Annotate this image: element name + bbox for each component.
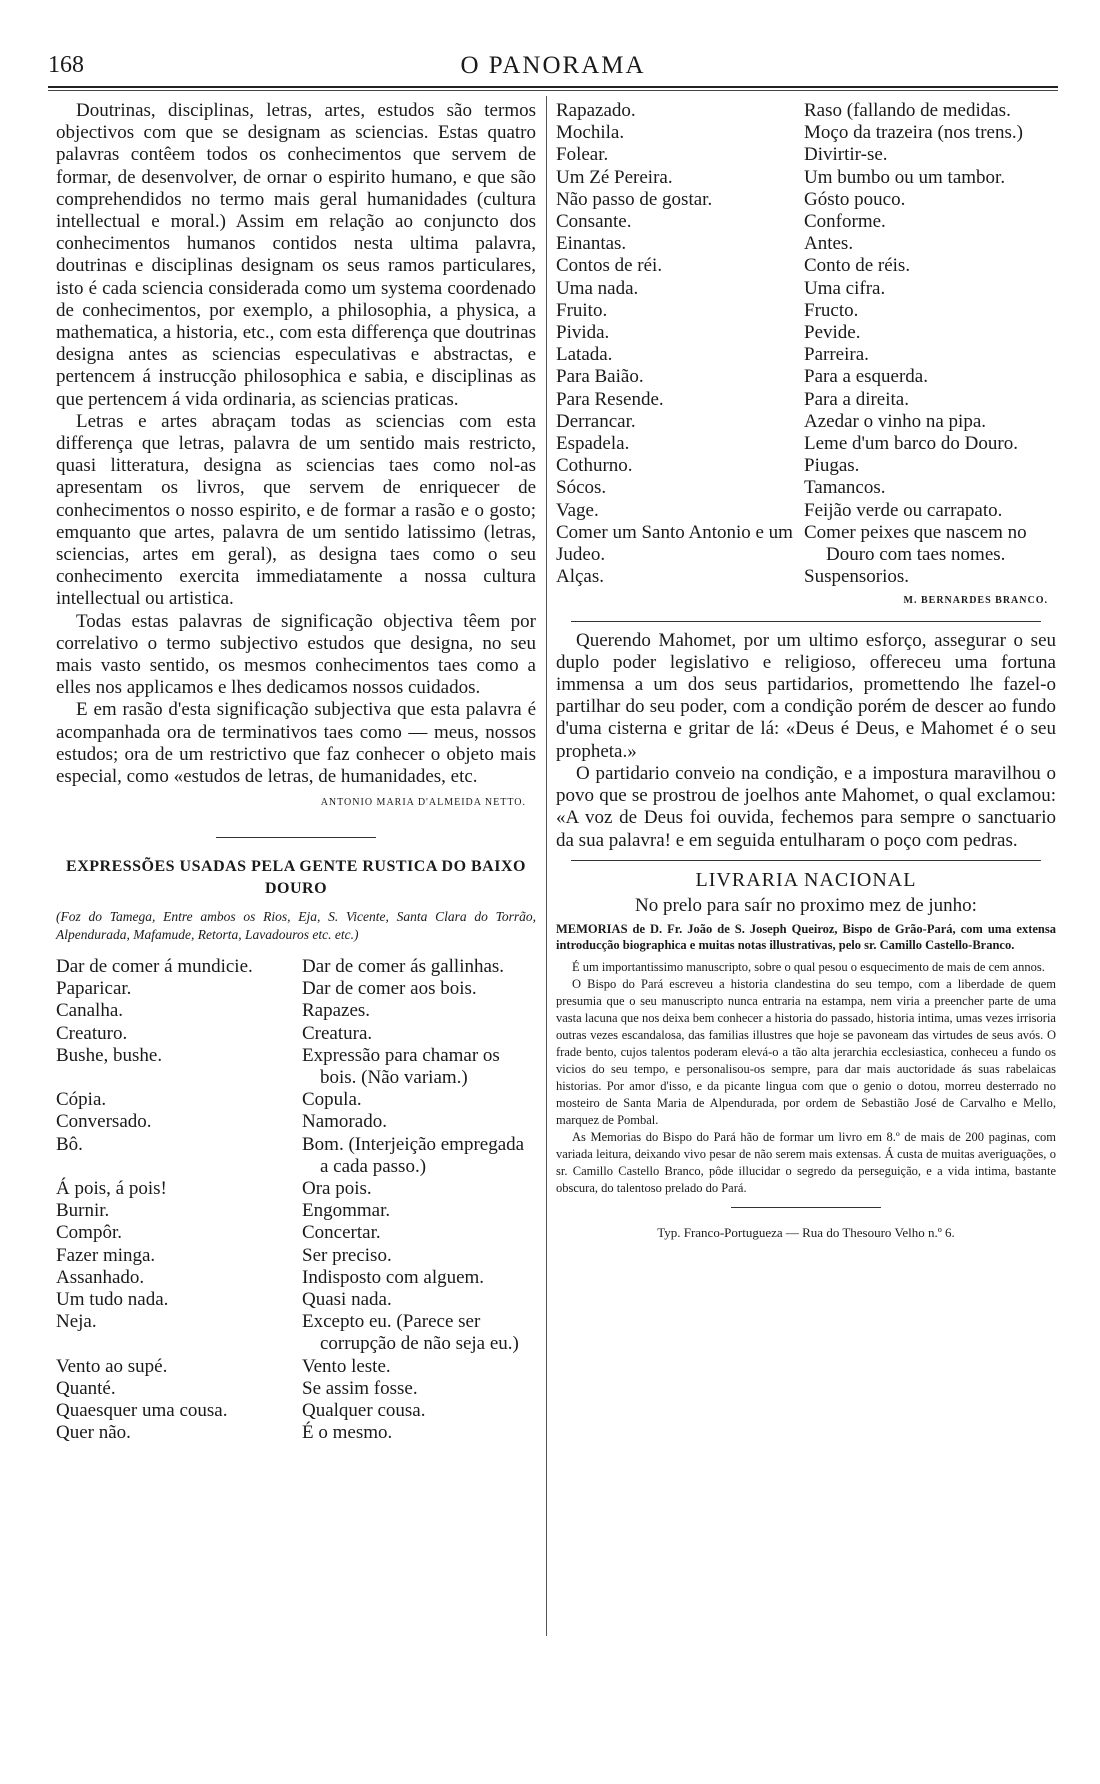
expression-meaning: Conto de réis. [804, 255, 911, 277]
expressions-list [56, 956, 536, 1444]
expression-meaning: Ora pois. [302, 1177, 372, 1199]
article-signature: ANTONIO MARIA D'ALMEIDA NETTO. [320, 797, 526, 809]
rustic-expression: Canalha. [56, 1000, 124, 1022]
expression-meaning: Engommar. [302, 1200, 391, 1222]
expression-meaning: Azedar o vinho na pipa. [804, 410, 987, 432]
expression-meaning: Excepto eu. (Parece ser corrupção de não seja eu.) [302, 1311, 519, 1355]
paragraph: Doutrinas, disciplinas, letras, artes, estudos são termos objectivos com que se designam as sciencias. Estas quatro palavras contêem todos os conhecimentos que servem de formar, de desenvolver, de ornar o espirito humano, e que são comprehendidos no termo mais geral humanidades (cultura intellectual e moral.) Assim em relação ao conjuncto dos conhecimentos humanos contidos nesta ultima palavra, doutrinas e disciplinas designam os seus ramos particulares, isto é cada sciencia considerada como um systema coordenado de conhecimentos, por exemplo, a philosophia, a physica, a mathematica, a historia, etc., com esta differença que doutrinas designa antes as sciencias especulativas e abstractas, e pertencem á instrucção philosophica e sabia, e disciplinas as que pertencem á vida ordinaria, as sciencias praticas. [56, 100, 536, 410]
glossary-signature: M. BERNARDES BRANCO. [903, 595, 1048, 607]
rustic-expression: Creaturo. [56, 1022, 128, 1044]
rustic-expression: Derrancar. [556, 410, 636, 432]
expression-meaning: Gósto pouco. [804, 188, 906, 210]
expression-meaning: Dar de comer ás gallinhas. [302, 955, 505, 977]
bookshop-title: LIVRARIA NACIONAL [695, 868, 917, 891]
rustic-expression: Bushe, bushe. [56, 1044, 163, 1066]
expression-meaning: Parreira. [804, 344, 869, 366]
expression-meaning: Divirtir-se. [804, 144, 888, 166]
expression-meaning: Um bumbo ou um tambor. [804, 166, 1006, 188]
expression-meaning: Concertar. [302, 1222, 381, 1244]
expression-meaning: Feijão verde ou carrapato. [804, 499, 1003, 521]
book-description [556, 959, 1056, 1197]
expression-meaning: Creatura. [302, 1022, 373, 1044]
expression-meaning: Piugas. [804, 455, 860, 477]
paragraph: Todas estas palavras de significação objectiva têem por correlativo o termo subjectivo estudos que designa, no seu mais vasto sentido, os mesmos conhecimentos taes como a elles nos applicamos e lhes dedicamos nossos cuidados. [56, 610, 536, 699]
paragraph: O Bispo do Pará escreveu a historia clandestina do seu tempo, com a liberdade de quem presumia que o seu manuscripto nunca entraria na estampa, nem viria a preencher parte de uma vasta lacuna que nos deixa bem conhecer a historia do passado, historia intima, umas vezes irrisoria outras vezes escandalosa, das familias illustres que hoje se pavoneam das virtudes de seus avós. O frade bento, cujos talentos poderam elevá-o a tão alta jerarchia ecclesiastica, conheceu a fundo os vicios do seu tempo, e personalisou-os sempre, para dar mais auctoridade ás suas rabelaicas historias. Por amor d'isso, e da picante lingua com que o genio o dotou, morreu desterrado no mosteiro de Santa Maria de Alpendurada, por ordem de Sebastião José de Carvalho e Mello, marquez de Pombal. [556, 977, 1056, 1128]
rustic-expression: Espadela. [556, 433, 630, 455]
expression-meaning: Dar de comer aos bois. [302, 978, 477, 1000]
page-header [48, 52, 1058, 88]
column-divider [546, 96, 547, 1636]
paragraph: As Memorias do Bispo do Pará hão de formar um livro em 8.º de mais de 200 paginas, com variada leitura, deixando vivo pesar de não serem mais extensas. Á custa de muitas averiguações, o sr. Camillo Castello Branco, pôde illucidar o segredo da perseguição, e a vida intima, bastante obscura, do talentoso prelado do Pará. [556, 1130, 1056, 1196]
rustic-expression: Assanhado. [56, 1266, 145, 1288]
typography-note: Typ. Franco-Portugueza — Rua do Thesouro Velho n.º 6. [657, 1225, 955, 1241]
paragraph: E em rasão d'esta significação subjectiva que esta palavra é acompanhada ora de terminativos taes como — meus, nossos estudos; ora de um restrictivo que faz conhecer o objeto mais especial, como «estudos de letras, de humanidades, etc. [56, 699, 536, 788]
rustic-expression: Quanté. [56, 1377, 116, 1399]
article-doutrinas [56, 100, 536, 788]
expression-meaning: Para a direita. [804, 388, 909, 410]
book-heading: MEMORIAS de D. Fr. João de S. Joseph Queiroz, Bispo de Grão-Pará, com uma extensa introducção biographica e muitas notas illustrativas, pelo sr. Camillo Castello-Branco. [556, 922, 1056, 953]
rustic-expression: Dar de comer á mundicie. [56, 955, 253, 977]
rustic-expression: Quaesquer uma cousa. [56, 1399, 228, 1421]
paragraph: Letras e artes abraçam todas as sciencias com esta differença que letras, palavra de um sentido mais restricto, quasi litteratura, designa as sciencias taes como nol-as apresentam os livros, que servem de enriquecer de conhecimentos o nosso espirito, e de formar a rasão e o gosto; emquanto que artes, palavra de um sentido latissimo (letras, sciencias, artes em geral), as designa taes como o seu conhecimento exercita immediatamente a nossa cultura intellectual ou artistica. [56, 410, 536, 610]
expression-meaning: Uma cifra. [804, 277, 886, 299]
rustic-expression: Contos de réi. [556, 255, 663, 277]
expression-meaning: É o mesmo. [302, 1422, 393, 1444]
rustic-expression: Mochila. [556, 122, 625, 144]
section-divider [571, 621, 1041, 622]
expression-meaning: Para a esquerda. [804, 366, 928, 388]
paragraph: É um importantissimo manuscripto, sobre o qual pesou o esquecimento de mais de cem annos. [572, 960, 1045, 975]
expression-meaning: Namorado. [302, 1111, 387, 1133]
rustic-expression: Pivida. [556, 322, 610, 344]
rustic-expression: Vento ao supé. [56, 1355, 168, 1377]
rustic-expression: Um tudo nada. [56, 1288, 169, 1310]
section-divider [731, 1207, 881, 1208]
rustic-expression: Conversado. [56, 1111, 152, 1133]
rustic-expression: Fazer minga. [56, 1244, 156, 1266]
rustic-expression: Quer não. [56, 1422, 131, 1444]
expression-meaning: Expressão para chamar os bois. (Não variam.) [302, 1044, 500, 1088]
expression-meaning: Leme d'um barco do Douro. [804, 433, 1018, 455]
rustic-expression: Vage. [556, 499, 599, 521]
expression-meaning: Fructo. [804, 299, 859, 321]
rustic-expression: Cothurno. [556, 455, 633, 477]
section-title: EXPRESSÕES USADAS PELA GENTE RUSTICA DO BAIXO DOURO [66, 857, 526, 897]
rustic-expression: Comer um Santo Antonio e um Judeo. [556, 521, 793, 566]
expression-meaning: Rapazes. [302, 1000, 371, 1022]
rustic-expression: Rapazado. [556, 100, 636, 121]
section-divider [571, 860, 1041, 861]
rustic-expression: Neja. [56, 1311, 97, 1333]
expression-meaning: Ser preciso. [302, 1244, 392, 1266]
rustic-expression: Para Baião. [556, 366, 644, 388]
article-mahomet [556, 630, 1056, 852]
expression-meaning: Suspensorios. [804, 566, 910, 588]
rustic-expression: Burnir. [56, 1200, 110, 1222]
rustic-expression: Folear. [556, 144, 609, 166]
expression-meaning: Conforme. [804, 211, 886, 233]
expression-meaning: Copula. [302, 1089, 362, 1111]
right-column [556, 100, 1056, 1244]
rustic-expression: Para Resende. [556, 388, 664, 410]
rustic-expression: Um Zé Pereira. [556, 166, 673, 188]
bookshop-subtitle: No prelo para saír no proximo mez de junho: [635, 894, 977, 916]
page-number: 168 [48, 52, 84, 78]
paragraph: Querendo Mahomet, por um ultimo esforço, assegurar o seu duplo poder legislativo e religioso, offereceu uma fortuna immensa a um dos seus partidarios, promettendo lhe fazel-o partilhar do seu poder, com a condição porém de descer ao fundo d'uma cisterna e gritar de lá: «Deus é Deus, e Mahomet é o seu propheta.» [556, 629, 1056, 762]
expression-meaning: Pevide. [804, 322, 861, 344]
rustic-expression: Latada. [556, 344, 613, 366]
expression-meaning: Bom. (Interjeição empregada a cada passo.) [302, 1133, 525, 1177]
expression-meaning: Se assim fosse. [302, 1377, 418, 1399]
rustic-expression: Á pois, á pois! [56, 1177, 167, 1199]
rustic-expression: Sócos. [556, 477, 607, 499]
expression-meaning: Moço da trazeira (nos trens.) [804, 122, 1023, 144]
rustic-expression: Consante. [556, 211, 632, 233]
section-subtitle: (Foz do Tamega, Entre ambos os Rios, Eja, S. Vicente, Santa Clara do Torrão, Alpendurada, Mafamude, Retorta, Lavadouros etc. etc.) [56, 908, 536, 942]
rustic-expression: Fruito. [556, 299, 608, 321]
rustic-expression: Paparicar. [56, 978, 132, 1000]
expression-meaning: Vento leste. [302, 1355, 391, 1377]
glossary-list [556, 100, 1056, 588]
header-rule [48, 86, 1058, 88]
expression-meaning: Antes. [804, 233, 854, 255]
rustic-expression: Uma nada. [556, 277, 639, 299]
left-column [56, 100, 536, 1444]
expression-meaning: Qualquer cousa. [302, 1399, 426, 1421]
rustic-expression: Não passo de gostar. [556, 188, 713, 210]
rustic-expression: Compôr. [56, 1222, 122, 1244]
expression-meaning: Indisposto com alguem. [302, 1266, 485, 1288]
journal-title: O PANORAMA [460, 52, 646, 79]
rustic-expression: Cópia. [56, 1089, 107, 1111]
paragraph: O partidario conveio na condição, e a impostura maravilhou o povo que se prostrou de joelhos ante Mahomet, o qual exclamou: «A voz de Deus foi ouvida, fechemos para sempre o sanctuario da sua palavra! e em seguida entulharam o poço com pedras. [556, 762, 1056, 851]
rustic-expression: Bô. [56, 1133, 83, 1155]
section-divider [216, 837, 376, 838]
header-rule-thin [48, 90, 1058, 91]
rustic-expression: Einantas. [556, 233, 627, 255]
expression-meaning: Raso (fallando de medidas. [804, 100, 1011, 121]
rustic-expression: Alças. [556, 566, 605, 588]
expression-meaning: Quasi nada. [302, 1288, 392, 1310]
expression-meaning: Tamancos. [804, 477, 886, 499]
expression-meaning: Comer peixes que nascem no Douro com taes nomes. [804, 521, 1027, 566]
